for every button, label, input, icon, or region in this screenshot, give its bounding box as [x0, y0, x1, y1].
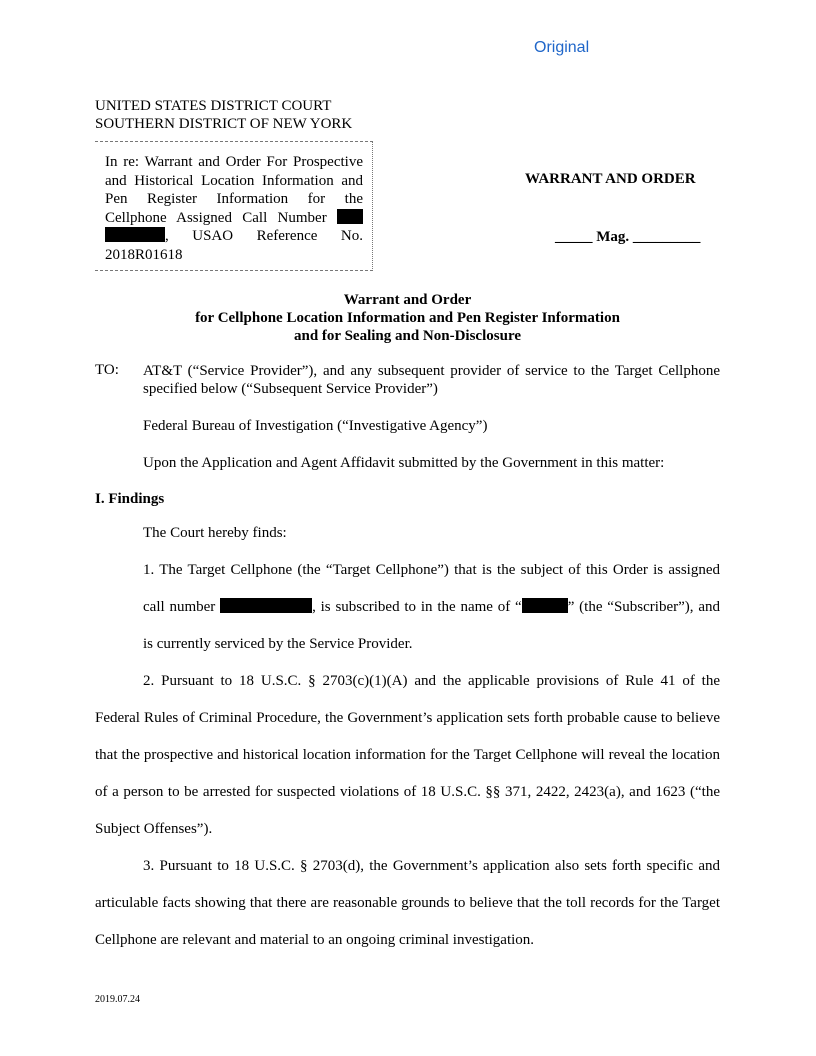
court-name	[95, 97, 352, 133]
redaction-block	[220, 598, 312, 613]
case-caption-text	[105, 153, 363, 264]
redaction-block	[337, 209, 363, 224]
section-findings-title: I. Findings	[95, 491, 165, 507]
document-heading	[95, 291, 720, 345]
magistrate-number-line: _____ Mag. _________	[555, 229, 701, 245]
to-label: TO:	[95, 362, 119, 378]
case-caption-box	[95, 141, 373, 271]
footer-date: 2019.07.24	[95, 994, 140, 1005]
finding-3-text: 3. Pursuant to 18 U.S.C. § 2703(d), the Government’s application also sets forth specific and articulable facts showing that there are reasonable grounds to believe that the toll records for the Target Cellphone are relevant and material to an ongoing criminal investigation.	[95, 858, 720, 948]
investigative-agency: Federal Bureau of Investigation (“Investigative Agency”)	[143, 418, 488, 434]
court-line-1: UNITED STATES DISTRICT COURT	[95, 98, 332, 114]
finding-paragraph-1	[95, 552, 720, 663]
finding-1-text-b: , is subscribed to in the name of “	[312, 599, 522, 615]
original-stamp: Original	[534, 39, 590, 56]
finding-2-text: 2. Pursuant to 18 U.S.C. § 2703(c)(1)(A) and the applicable provisions of Rule 41 of the Federal Rules of Criminal Procedure, the Government’s application sets forth probable cause to believe that the prospective and historical location information for the Target Cellphone will reveal the location of a person to be arrested for suspected violations of 18 U.S.C. §§ 371, 2422, 2423(a), and 1623 (“the Subject Offenses”).	[95, 673, 720, 837]
findings-intro: The Court hereby finds:	[143, 525, 287, 541]
finding-1-text-a: 1. The Target Cellphone (the “Target Cellphone”) that is the subject of this Order is assigned call number	[143, 562, 720, 615]
document-type: WARRANT AND ORDER	[525, 171, 696, 187]
caption-text-b: , USAO Reference No. 2018R01618	[105, 228, 363, 263]
finding-paragraph-2	[95, 663, 720, 848]
to-recipients: AT&T (“Service Provider”), and any subsequent provider of service to the Target Cellphone specified below (“Subsequent Service Provider”)	[143, 363, 720, 397]
heading-line-1: Warrant and Order	[343, 292, 472, 308]
redaction-block	[522, 598, 568, 613]
finding-paragraph-3	[95, 848, 720, 959]
finding-1-text-c: ” (the “Subscriber”), and is currently serviced by the Service Provider.	[143, 599, 720, 652]
caption-text-a: In re: Warrant and Order For Prospective and Historical Location Information and Pen Register Information for the Cellphone Assigned Call Number	[105, 154, 363, 226]
heading-line-3: and for Sealing and Non-Disclosure	[294, 328, 521, 344]
upon-application-text: Upon the Application and Agent Affidavit submitted by the Government in this matter:	[143, 455, 665, 471]
redaction-block	[105, 227, 165, 242]
court-line-2: SOUTHERN DISTRICT OF NEW YORK	[95, 116, 353, 132]
heading-line-2: for Cellphone Location Information and Pen Register Information	[195, 310, 620, 326]
